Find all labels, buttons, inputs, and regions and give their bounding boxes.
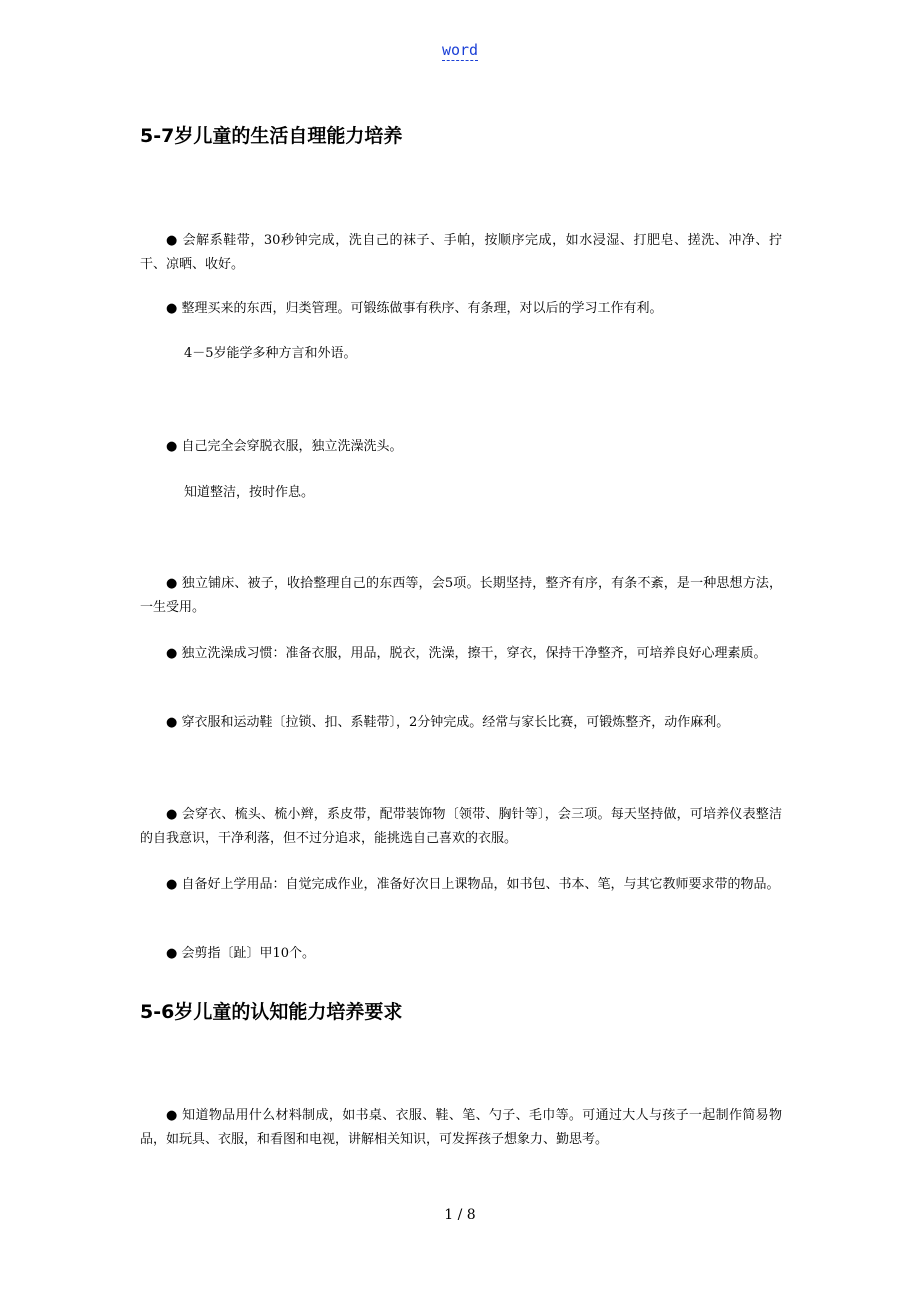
header-word-link-text[interactable]: word <box>441 41 479 59</box>
list-item: ● 独立洗澡成习惯：准备衣服，用品，脱衣，洗澡，擦干，穿衣，保持干净整齐，可培养良好心理素质。 <box>166 646 767 661</box>
list-item: ● 会剪指〔趾〕甲10个。 <box>166 946 316 961</box>
list-item: ● 会解系鞋带，30秒钟完成，洗自己的袜子、手帕，按顺序完成，如水浸湿、打肥皂、搓洗、冲净、拧干、凉晒、收好。 <box>140 233 782 272</box>
list-item: ● 独立铺床、被子，收拾整理自己的东西等，会5项。长期坚持，整齐有序，有条不紊，是一种思想方法，一生受用。 <box>140 576 782 615</box>
section-heading-self-care: 5-7岁儿童的生活自理能力培养 <box>140 125 403 147</box>
list-item: ● 知道物品用什么材料制成，如书桌、衣服、鞋、笔、勺子、毛巾等。可通过大人与孩子一起制作简易物品，如玩具、衣服，和看图和电视，讲解相关知识，可发挥孩子想象力、勤思考。 <box>140 1108 782 1147</box>
list-item: ● 会穿衣、梳头、梳小辫，系皮带，配带装饰物〔领带、胸针等〕，会三项。每天坚持做，可培养仪表整洁的自我意识，干净利落，但不过分追求，能挑选自己喜欢的衣服。 <box>140 807 782 846</box>
list-item: ● 自己完全会穿脱衣服，独立洗澡洗头。 <box>166 439 403 454</box>
plain-paragraph: 知道整洁，按时作息。 <box>184 485 315 500</box>
list-item: ● 整理买来的东西，归类管理。可锻练做事有秩序、有条理，对以后的学习工作有利。 <box>166 301 663 316</box>
list-item: ● 穿衣服和运动鞋〔拉锁、扣、系鞋带〕，2分钟完成。经常与家长比赛，可锻炼整齐，动作麻利。 <box>166 715 730 730</box>
page-number: 1 / 8 <box>444 1207 476 1223</box>
plain-paragraph: 4－5岁能学多种方言和外语。 <box>184 346 357 361</box>
section-heading-cognition: 5-6岁儿童的认知能力培养要求 <box>140 1001 403 1023</box>
header-word-link[interactable] <box>0 41 920 59</box>
list-item: ● 自备好上学用品：自觉完成作业，准备好次日上课物品，如书包、书本、笔，与其它教师要求带的物品。 <box>166 877 780 892</box>
